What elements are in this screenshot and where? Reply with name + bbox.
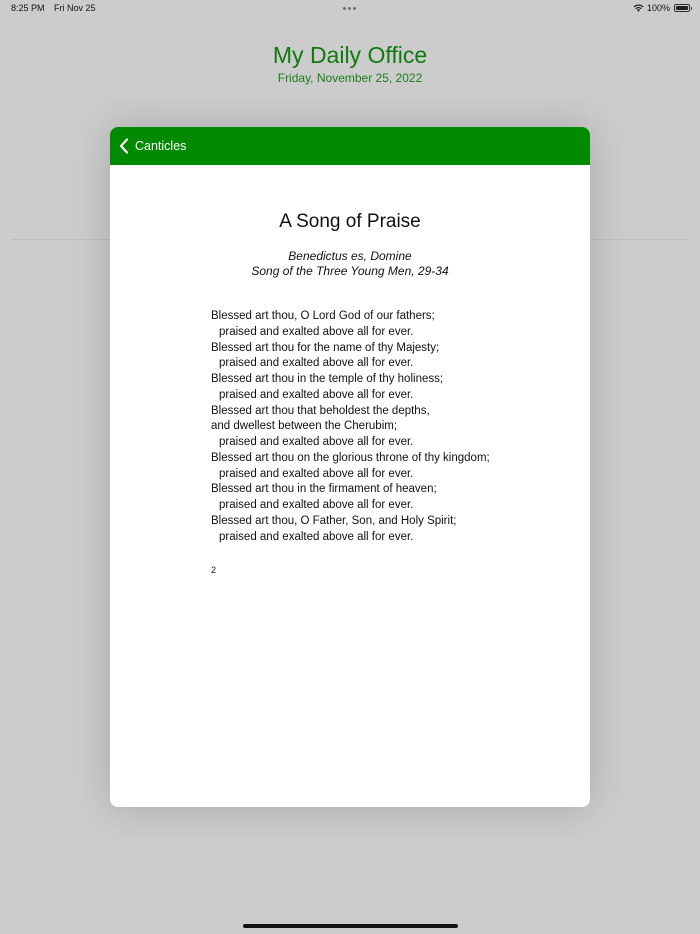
- canticle-sheet: [110, 127, 590, 807]
- app-title: My Daily Office: [272, 42, 428, 68]
- canticle-content: [110, 165, 590, 807]
- wifi-icon: [633, 4, 644, 12]
- verse-line: and dwellest between the Cherubim;: [211, 420, 398, 433]
- home-indicator[interactable]: [243, 924, 458, 928]
- verse-line: praised and exalted above all for ever.: [219, 388, 414, 401]
- canticle-latin-title: Benedictus es, Domine: [288, 249, 412, 263]
- canticle-title: A Song of Praise: [279, 211, 421, 232]
- chevron-left-icon: [119, 138, 129, 154]
- verse-line: Blessed art thou that beholdest the depths,: [211, 404, 430, 417]
- verse-line: praised and exalted above all for ever.: [219, 436, 414, 448]
- verse-line: Blessed art thou, O Father, Son, and Holy Spirit;: [211, 514, 457, 527]
- status-right: [633, 3, 690, 13]
- verse-line: praised and exalted above all for ever.: [219, 325, 414, 338]
- canticle-verses: [211, 309, 571, 545]
- battery-fill: [676, 6, 688, 10]
- verse-line: Blessed art thou in the firmament of heaven;: [211, 483, 437, 496]
- verse-line: praised and exalted above all for ever.: [219, 357, 414, 370]
- battery-percentage: 100%: [646, 3, 670, 13]
- page-reference: 2: [211, 565, 217, 575]
- verse-line: Blessed art thou for the name of thy Majesty;: [211, 341, 440, 354]
- status-bar: [0, 0, 700, 17]
- verse-line: Blessed art thou in the temple of thy holiness;: [211, 373, 444, 385]
- status-left: [11, 3, 96, 13]
- status-date: Fri Nov 25: [54, 3, 96, 13]
- battery-icon: [674, 4, 690, 12]
- verse-line: praised and exalted above all for ever.: [219, 530, 414, 543]
- verse-line: Blessed art thou, O Lord God of our fathers;: [211, 310, 435, 322]
- back-button[interactable]: [110, 127, 590, 165]
- app-date: Friday, November 25, 2022: [277, 71, 423, 85]
- status-time: 8:25 PM: [11, 3, 45, 13]
- canticle-source: Song of the Three Young Men, 29-34: [251, 264, 449, 278]
- verse-line: praised and exalted above all for ever.: [219, 467, 414, 480]
- verse-line: praised and exalted above all for ever.: [219, 499, 414, 511]
- back-label: Canticles: [135, 139, 187, 153]
- verse-line: Blessed art thou on the glorious throne of thy kingdom;: [211, 451, 490, 464]
- multitasking-dots-icon[interactable]: [343, 7, 356, 10]
